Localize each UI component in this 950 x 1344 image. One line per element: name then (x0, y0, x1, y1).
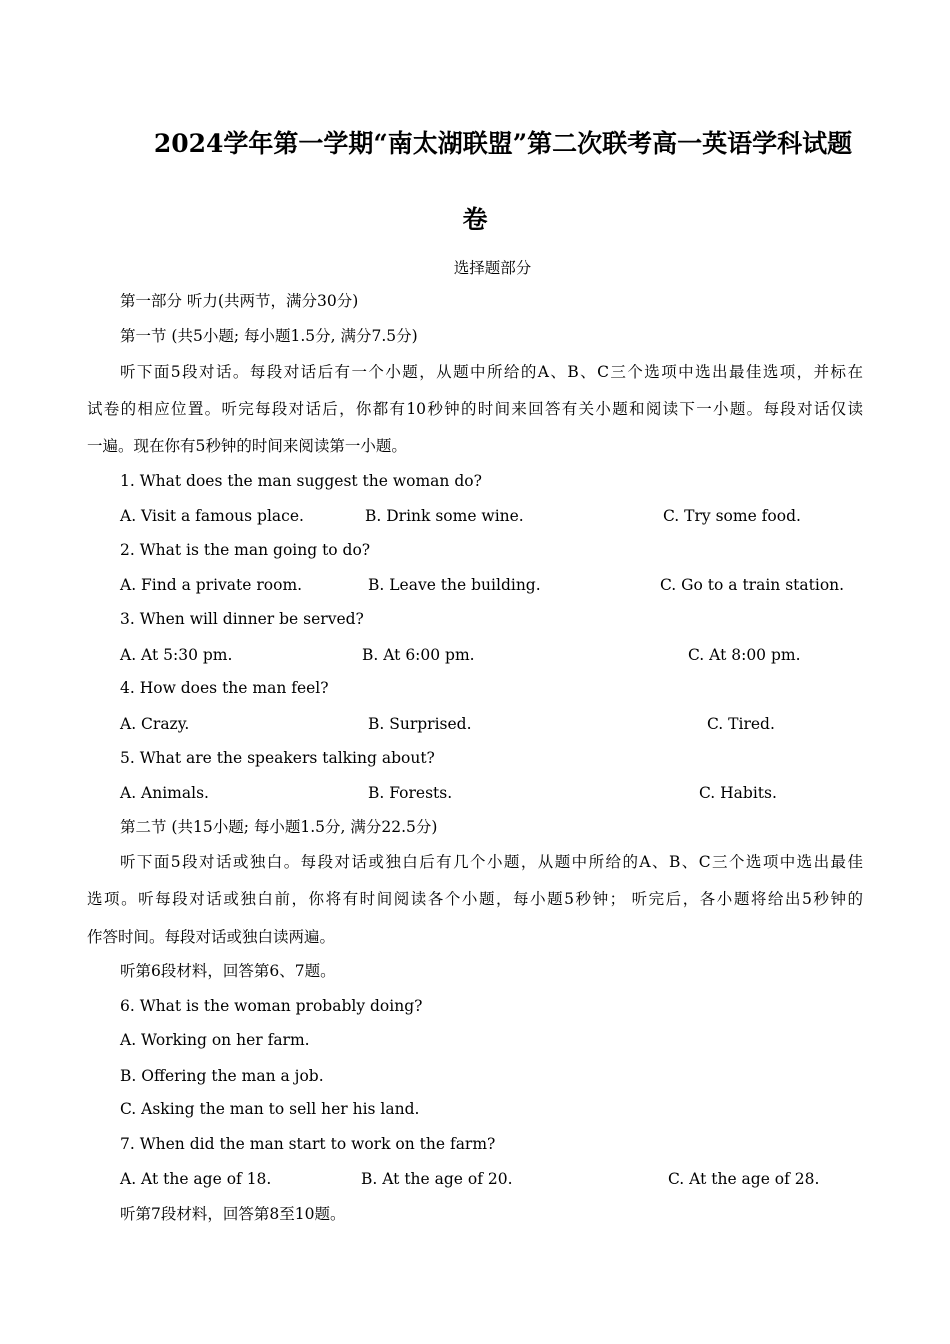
section2-instruction-2: 选项。听每段对话或独白前，你将有时间阅读各个小题，每小题5秒钟； 听完后，各小题将给出5秒钟的 (87, 890, 863, 908)
q6-option-c: C. Asking the man to sell her his land. (120, 1100, 420, 1118)
q3-option-c: C. At 8:00 pm. (688, 646, 801, 664)
question-3: 3. When will dinner be served? (120, 610, 364, 628)
q2-option-b: B. Leave the building. (368, 576, 541, 594)
question-5: 5. What are the speakers talking about? (120, 749, 435, 767)
exam-title-line2: 卷 (462, 205, 488, 234)
q4-option-b: B. Surprised. (368, 715, 472, 733)
question-1: 1. What does the man suggest the woman do? (120, 472, 482, 490)
exam-title-line1: 2024学年第一学期“南太湖联盟”第二次联考高一英语学科试题 (153, 129, 853, 158)
section1-instruction-2: 试卷的相应位置。听完每段对话后，你都有10秒钟的时间来回答有关小题和阅读下一小题。每段对话仅读 (87, 400, 863, 418)
q1-option-b: B. Drink some wine. (365, 507, 524, 525)
q1-option-a: A. Visit a famous place. (120, 507, 304, 525)
q5-option-a: A. Animals. (120, 784, 209, 802)
section1-heading: 第一节 (共5小题; 每小题1.5分, 满分7.5分) (120, 327, 418, 345)
section1-instruction-3: 一遍。现在你有5秒钟的时间来阅读第一小题。 (87, 437, 407, 455)
part1-heading: 第一部分 听力(共两节，满分30分) (120, 292, 359, 310)
q3-option-a: A. At 5:30 pm. (120, 646, 233, 664)
q7-option-a: A. At the age of 18. (120, 1170, 272, 1188)
section2-instruction-3: 作答时间。每段对话或独白读两遍。 (87, 928, 336, 946)
q3-option-b: B. At 6:00 pm. (362, 646, 475, 664)
material-7-note: 听第7段材料，回答第8至10题。 (120, 1205, 346, 1223)
material-6-note: 听第6段材料，回答第6、7题。 (120, 962, 336, 980)
q5-option-c: C. Habits. (699, 784, 777, 802)
section2-heading: 第二节 (共15小题; 每小题1.5分, 满分22.5分) (120, 818, 438, 836)
question-4: 4. How does the man feel? (120, 679, 329, 697)
section2-instruction-1: 听下面5段对话或独白。每段对话或独白后有几个小题，从题中所给的A、B、C三个选项中选出最佳 (120, 853, 863, 871)
q2-option-a: A. Find a private room. (120, 576, 303, 594)
q5-option-b: B. Forests. (368, 784, 453, 802)
question-6: 6. What is the woman probably doing? (120, 997, 423, 1015)
question-7: 7. When did the man start to work on the farm? (120, 1135, 496, 1153)
section-heading: 选择题部分 (453, 259, 532, 277)
q4-option-c: C. Tired. (707, 715, 775, 733)
question-2: 2. What is the man going to do? (120, 541, 371, 559)
q2-option-c: C. Go to a train station. (660, 576, 845, 594)
q4-option-a: A. Crazy. (120, 715, 190, 733)
q6-option-a: A. Working on her farm. (120, 1031, 310, 1049)
q7-option-c: C. At the age of 28. (668, 1170, 820, 1188)
q7-option-b: B. At the age of 20. (361, 1170, 513, 1188)
q6-option-b: B. Offering the man a job. (120, 1067, 324, 1085)
q1-option-c: C. Try some food. (663, 507, 801, 525)
section1-instruction-1: 听下面5段对话。每段对话后有一个小题，从题中所给的A、B、C三个选项中选出最佳选项，并标在 (120, 363, 863, 381)
